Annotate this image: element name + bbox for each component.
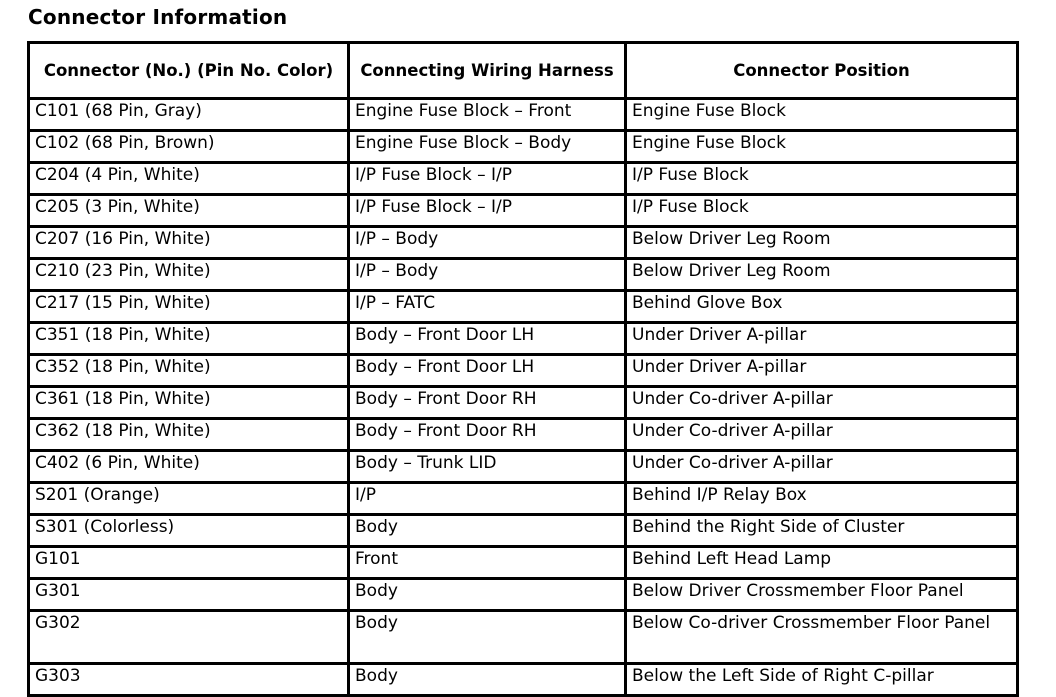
table-row (29, 355, 1018, 387)
cell-harness: Engine Fuse Block – Front (349, 99, 626, 131)
table-row (29, 99, 1018, 131)
cell-connector: G101 (29, 547, 349, 579)
cell-harness: Body (349, 664, 626, 696)
cell-harness: Body (349, 515, 626, 547)
cell-position: Behind Glove Box (626, 291, 1018, 323)
cell-position: Behind I/P Relay Box (626, 483, 1018, 515)
cell-position: Engine Fuse Block (626, 131, 1018, 163)
cell-position: I/P Fuse Block (626, 195, 1018, 227)
table-row (29, 323, 1018, 355)
table-row (29, 387, 1018, 419)
cell-harness: Body – Trunk LID (349, 451, 626, 483)
cell-connector: C101 (68 Pin, Gray) (29, 99, 349, 131)
table-row (29, 579, 1018, 611)
cell-connector: S201 (Orange) (29, 483, 349, 515)
cell-connector: C402 (6 Pin, White) (29, 451, 349, 483)
table-row (29, 163, 1018, 195)
cell-harness: Body (349, 611, 626, 664)
cell-harness: I/P (349, 483, 626, 515)
table-row (29, 547, 1018, 579)
cell-position: Engine Fuse Block (626, 99, 1018, 131)
cell-connector: C210 (23 Pin, White) (29, 259, 349, 291)
cell-connector: C102 (68 Pin, Brown) (29, 131, 349, 163)
cell-position: Under Driver A-pillar (626, 323, 1018, 355)
cell-connector: G301 (29, 579, 349, 611)
table-row (29, 195, 1018, 227)
cell-harness: Engine Fuse Block – Body (349, 131, 626, 163)
cell-position: Below Driver Crossmember Floor Panel (626, 579, 1018, 611)
cell-harness: I/P – Body (349, 227, 626, 259)
table-row (29, 515, 1018, 547)
cell-harness: I/P Fuse Block – I/P (349, 163, 626, 195)
cell-harness: Body – Front Door RH (349, 387, 626, 419)
cell-position: Behind Left Head Lamp (626, 547, 1018, 579)
cell-position: Below the Left Side of Right C-pillar (626, 664, 1018, 696)
cell-connector: C205 (3 Pin, White) (29, 195, 349, 227)
table-row (29, 259, 1018, 291)
table-row (29, 419, 1018, 451)
cell-harness: I/P Fuse Block – I/P (349, 195, 626, 227)
table-row (29, 131, 1018, 163)
cell-connector: G302 (29, 611, 349, 664)
page-title: Connector Information (28, 5, 288, 29)
column-header-harness: Connecting Wiring Harness (349, 43, 626, 99)
cell-harness: I/P – FATC (349, 291, 626, 323)
cell-position: Below Co-driver Crossmember Floor Panel (626, 611, 1018, 664)
cell-connector: C352 (18 Pin, White) (29, 355, 349, 387)
table-row (29, 611, 1018, 664)
column-header-position: Connector Position (626, 43, 1018, 99)
cell-connector: C351 (18 Pin, White) (29, 323, 349, 355)
table-row (29, 664, 1018, 696)
table-row (29, 451, 1018, 483)
table-header-row (29, 43, 1018, 99)
cell-harness: Body (349, 579, 626, 611)
cell-position: Under Co-driver A-pillar (626, 451, 1018, 483)
cell-position: Behind the Right Side of Cluster (626, 515, 1018, 547)
cell-connector: C361 (18 Pin, White) (29, 387, 349, 419)
column-header-connector: Connector (No.) (Pin No. Color) (29, 43, 349, 99)
cell-harness: Body – Front Door LH (349, 355, 626, 387)
cell-connector: S301 (Colorless) (29, 515, 349, 547)
cell-connector: G303 (29, 664, 349, 696)
cell-position: Below Driver Leg Room (626, 259, 1018, 291)
cell-harness: Body – Front Door RH (349, 419, 626, 451)
cell-harness: I/P – Body (349, 259, 626, 291)
cell-harness: Body – Front Door LH (349, 323, 626, 355)
cell-connector: C204 (4 Pin, White) (29, 163, 349, 195)
table-row (29, 227, 1018, 259)
cell-position: Below Driver Leg Room (626, 227, 1018, 259)
cell-position: Under Co-driver A-pillar (626, 387, 1018, 419)
cell-connector: C362 (18 Pin, White) (29, 419, 349, 451)
table-row (29, 483, 1018, 515)
cell-position: I/P Fuse Block (626, 163, 1018, 195)
cell-connector: C207 (16 Pin, White) (29, 227, 349, 259)
cell-position: Under Co-driver A-pillar (626, 419, 1018, 451)
table-row (29, 291, 1018, 323)
cell-position: Under Driver A-pillar (626, 355, 1018, 387)
cell-harness: Front (349, 547, 626, 579)
connector-table (27, 41, 1019, 697)
cell-connector: C217 (15 Pin, White) (29, 291, 349, 323)
